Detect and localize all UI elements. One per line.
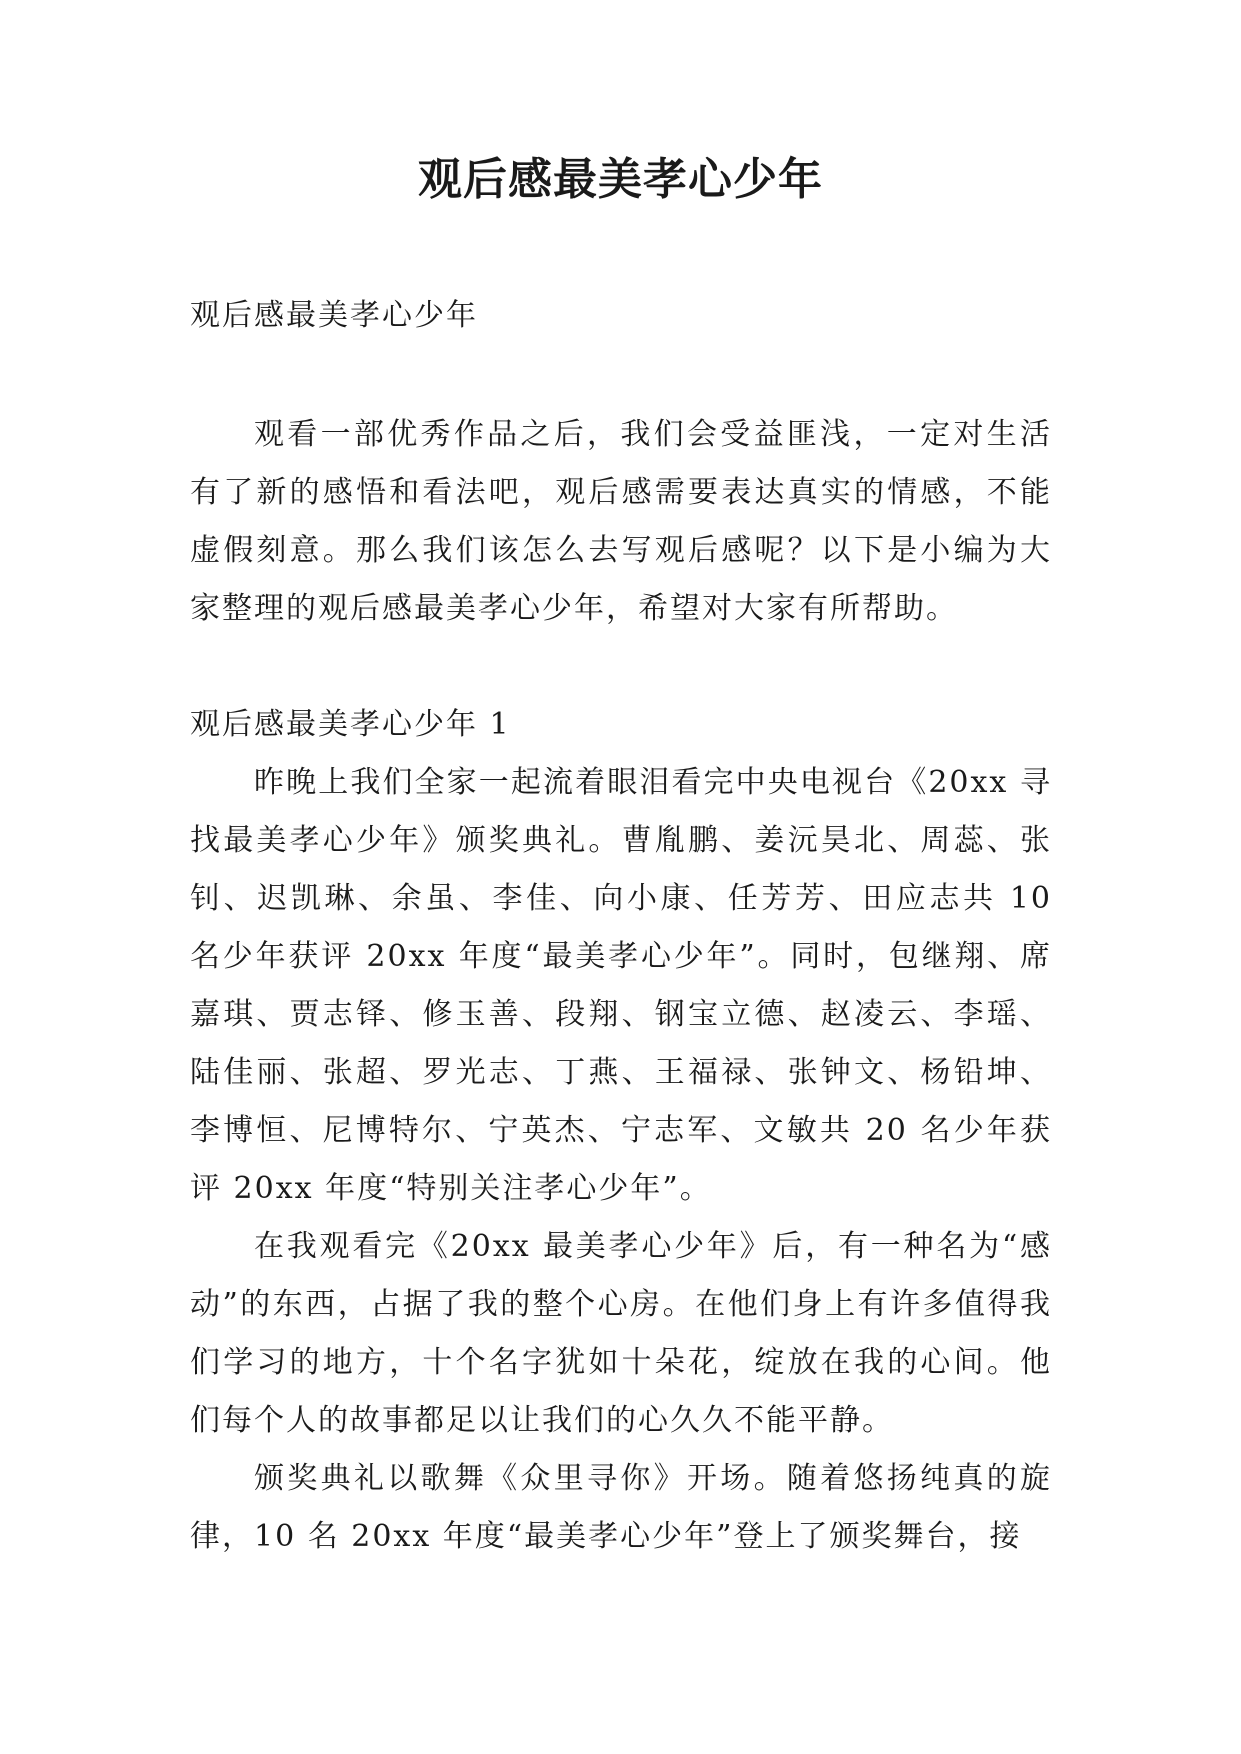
body-paragraph: 在我观看完《20xx 最美孝心少年》后，有一种名为“感动”的东西，占据了我的整个心房。在他们身上有许多值得我们学习的地方，十个名字犹如十朵花，绽放在我的心间。他们每个人的故事都足以让我们的心久久不能平静。 [190, 1229, 1052, 1438]
document-subtitle: 观后感最美孝心少年 [190, 298, 478, 333]
section-heading: 观后感最美孝心少年 1 [190, 707, 511, 742]
intro-paragraph: 观看一部优秀作品之后，我们会受益匪浅，一定对生活有了新的感悟和看法吧，观后感需要表达真实的情感，不能虚假刻意。那么我们该怎么去写观后感呢？以下是小编为大家整理的观后感最美孝心少年，希望对大家有所帮助。 [190, 417, 1052, 626]
body-paragraph: 昨晚上我们全家一起流着眼泪看完中央电视台《20xx 寻找最美孝心少年》颁奖典礼。曹胤鹏、姜沅昊北、周蕊、张钊、迟凯琳、余虽、李佳、向小康、任芳芳、田应志共 10 名少年获评 20xx 年度“最美孝心少年”。同时，包继翔、席嘉琪、贾志铎、修玉善、段翔、钢宝立德、赵凌云、李瑶、陆佳丽、张超、罗光志、丁燕、王福禄、张钟文、杨铅坤、李博恒、尼博特尔、宁英杰、宁志军、文敏共 20 名少年获评 20xx 年度“特别关注孝心少年”。 [190, 765, 1052, 1206]
body-paragraph: 颁奖典礼以歌舞《众里寻你》开场。随着悠扬纯真的旋律，10 名 20xx 年度“最美孝心少年”登上了颁奖舞台，接 [190, 1461, 1052, 1554]
document-title: 观后感最美孝心少年 [418, 154, 823, 205]
